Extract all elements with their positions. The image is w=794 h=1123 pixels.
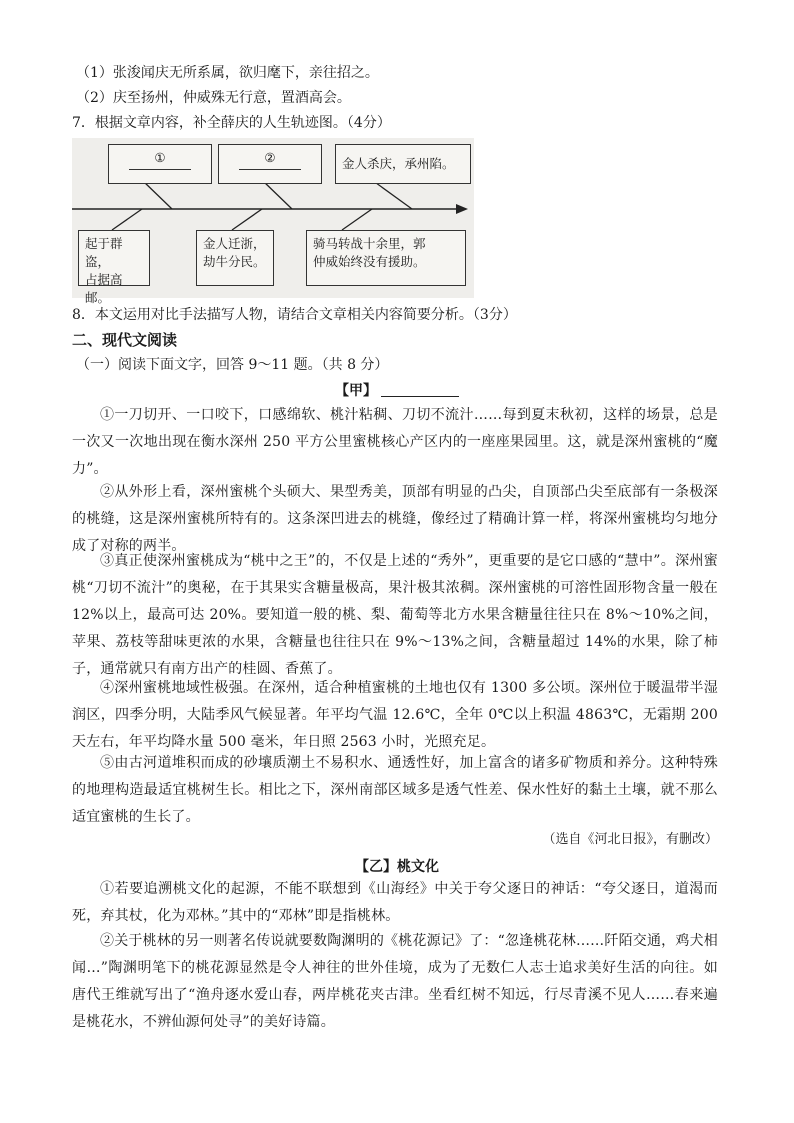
question-7: 7．根据文章内容，补全薛庆的人生轨迹图。（4分） <box>72 115 391 131</box>
jia-title-text: 【甲】 <box>335 383 377 399</box>
jia-paragraph-3: ③真正使深州蜜桃成为“桃中之王”的，不仅是上述的“秀外”，更重要的是它口感的“慧中”。深州蜜桃“刀切不流汁”的奥秘，在于其果实含糖量极高，果汁极其浓稠。深州蜜桃的可溶性固形物含量一般在 12%以上，最高可达 20%。要知道一般的桃、梨、葡萄等北方水果含糖量往往只在 8%～10%之间，苹果、荔枝等甜味更浓的水果，含糖量也往往只在 9%～13%之间，含糖量超过 14%的水果，除了柿子，通常就只有南方出产的桂圆、香蕉了。 <box>72 553 718 677</box>
trajectory-event-box: 金人杀庆，承州陷。 <box>335 144 471 184</box>
jia-source: （选自《河北日报》，有删改） <box>542 832 718 847</box>
blank-1-underline <box>129 169 191 170</box>
title-blank <box>381 382 459 397</box>
jia-paragraph-5: ⑤由古河道堆积而成的砂壤质潮土不易积水、通透性好，加上富含的诸多矿物质和养分。这种特殊的地理构造最适宜桃树生长。相比之下，深州南部区域多是透气性差、保水性好的黏土土壤，就不那么适宜蜜桃的生长了。 <box>72 755 718 825</box>
jia-paragraph-2: ②从外形上看，深州蜜桃个头硕大、果型秀美，顶部有明显的凸尖，自顶部凸尖至底部有一条极深的桃缝，这是深州蜜桃所特有的。这条深凹进去的桃缝，像经过了精确计算一样，将深州蜜桃均匀地分成了对称的两半。 <box>72 484 718 554</box>
blank-2-label: ② <box>264 150 276 165</box>
trajectory-middle-box: 金人迁浙， 劫牛分民。 <box>196 230 274 286</box>
question-6-item-2: （2）庆至扬州，仲威殊无行意，置酒高会。 <box>76 90 351 106</box>
passage-yi-title: 【乙】桃文化 <box>355 859 439 875</box>
trajectory-blank-1 <box>108 144 212 184</box>
life-trajectory-diagram <box>72 138 474 305</box>
question-6-item-1: （1）张浚闻庆无所系属，欲归麾下，亲往招之。 <box>76 65 379 81</box>
trajectory-end-box: 骑马转战十余里，郭 仲威始终没有援助。 <box>306 230 466 286</box>
section-heading: 二、现代文阅读 <box>72 331 178 349</box>
trajectory-blank-2 <box>218 144 322 184</box>
blank-1-label: ① <box>154 150 166 165</box>
passage-jia-title <box>0 380 794 400</box>
jia-paragraph-4: ④深州蜜桃地域性极强。在深州，适合种植蜜桃的土地也仅有 1300 多公顷。深州位于暖温带半湿润区，四季分明，大陆季风气候显著。年平均气温 12.6℃，全年 0℃以上积温 4863℃，无霜期 200 天左右，年平均降水量 500 毫米，年日照 2563 小时，光照充足。 <box>72 680 718 750</box>
trajectory-start-box: 起于群盗， 占据高邮。 <box>78 230 150 286</box>
blank-2-underline <box>239 169 301 170</box>
jia-paragraph-1: ①一刀切开、一口咬下，口感绵软、桃汁粘稠、刀切不流汁……每到夏末秋初，这样的场景，总是一次又一次地出现在衡水深州 250 平方公里蜜桃核心产区内的一座座果园里。这，就是深州蜜桃的“魔力”。 <box>72 407 718 477</box>
subsection-instruction: （一）阅读下面文字，回答 9～11 题。（共 8 分） <box>76 357 389 373</box>
question-8: 8．本文运用对比手法描写人物，请结合文章相关内容简要分析。（3分） <box>72 307 517 323</box>
yi-paragraph-2: ②关于桃林的另一则著名传说就要数陶渊明的《桃花源记》了：“忽逢桃花林……阡陌交通，鸡犬相闻…”陶渊明笔下的桃花源显然是令人神往的世外佳境，成为了无数仁人志士追求美好生活的向往。如唐代王维就写出了“渔舟逐水爱山春，两岸桃花夹古津。坐看红树不知远，行尽青溪不见人……春来遍是桃花水，不辨仙源何处寻”的美好诗篇。 <box>72 933 718 1030</box>
yi-paragraph-1: ①若要追溯桃文化的起源，不能不联想到《山海经》中关于夸父逐日的神话：“夸父逐日，道渴而死，弃其杖，化为邓林。”其中的“邓林”即是指桃林。 <box>72 881 718 924</box>
